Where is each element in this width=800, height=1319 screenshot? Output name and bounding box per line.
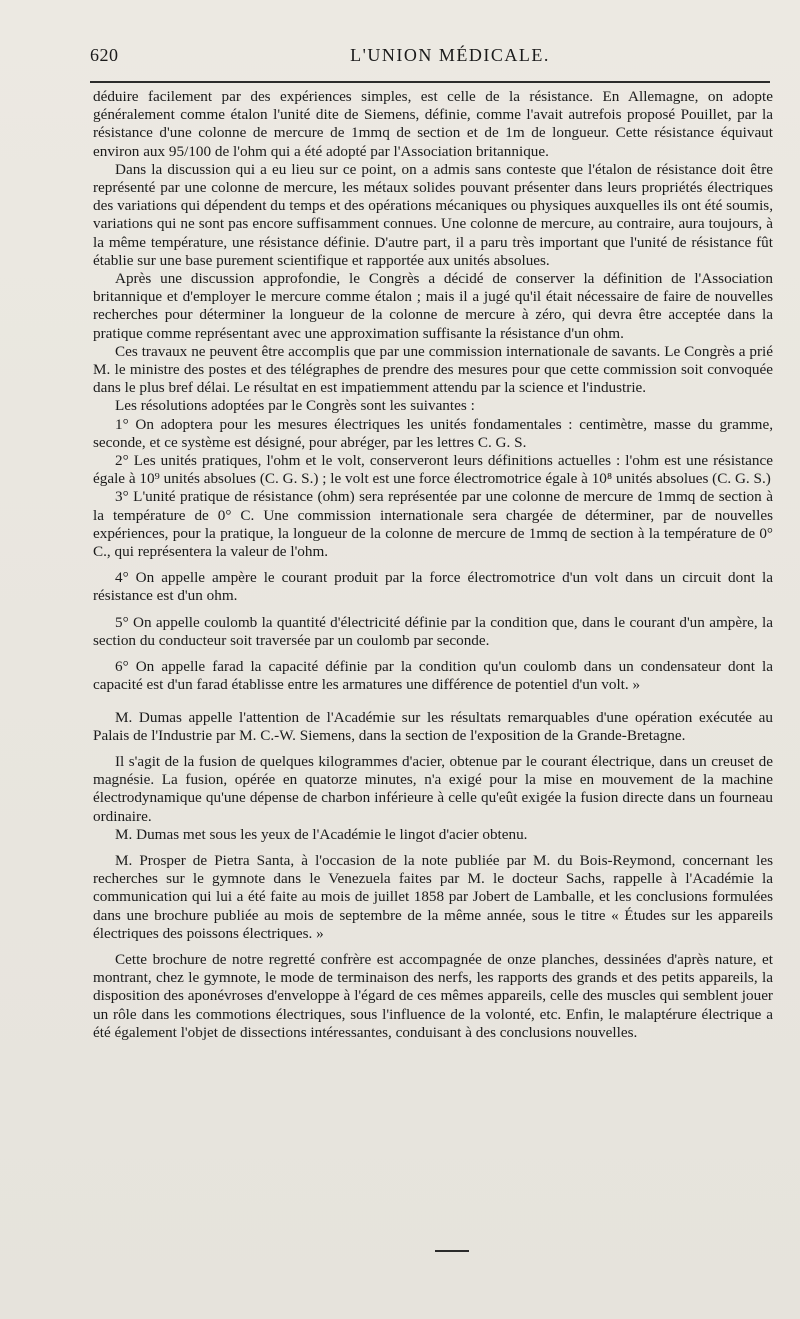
- article-body: [93, 88, 773, 1042]
- page-header: [90, 45, 770, 73]
- header-rule: [90, 81, 770, 83]
- resolution-2: 2° Les unités pratiques, l'ohm et le volt, conserveront leurs définitions actuelles : l'ohm est une résistance égale à 10⁹ unités absolues (C. G. S.) ; le volt est une force électromotrice égale à 10⁸ unités absolues (C. G. S.): [93, 452, 773, 488]
- page-number: 620: [90, 45, 119, 65]
- paragraph-pietra-santa: M. Prosper de Pietra Santa, à l'occasion de la note publiée par M. du Bois-Reymond, concernant les recherches sur le gymnote dans le Venezuela faites par M. le docteur Sachs, rappelle à l'Académie la communication qui lui a été faite au mois de juillet 1858 par Jobert de Lamballe, et les conclusions formulées dans une brochure publiée au mois de septembre de la même année, sous le titre « Études sur les appareils électriques des poissons électriques. »: [93, 851, 773, 942]
- section-end-rule: [435, 1250, 469, 1252]
- paragraph-resolutions-intro: Les résolutions adoptées par le Congrès sont les suivantes :: [115, 397, 475, 415]
- paragraph-resistance-intro: déduire facilement par des expériences simples, est celle de la résistance. En Allemagne, on adopte généralement comme étalon l'unité dite de Siemens, définie, comme l'avait autrefois proposé Pouillet, par la résistance d'une colonne de mercure de 1mmq de section et de 1m de longueur. Cette résistance équivaut environ aux 95/100 de l'ohm qui a été adopté par l'Association britannique.: [93, 88, 773, 160]
- paragraph-steel-fusion: Il s'agit de la fusion de quelques kilogrammes d'acier, obtenue par le courant électrique, dans un creuset de magnésie. La fusion, opérée en quatorze minutes, n'a exigé pour la mise en mouvement de la machine électrodynamique qu'une dépense de charbon inférieure à celle qu'eût exigée la fusion directe dans un fourneau ordinaire.: [93, 752, 773, 825]
- paragraph-dumas-attention: M. Dumas appelle l'attention de l'Académie sur les résultats remarquables d'une opération exécutée au Palais de l'Industrie par M. C.-W. Siemens, dans la section de l'exposition de la Grande-Bretagne.: [93, 708, 773, 744]
- paragraph-commission: Ces travaux ne peuvent être accomplis que par une commission internationale de savants. Le Congrès a prié M. le ministre des postes et des télégraphes de prendre des mesures pour que cette commission soit convoquée dans le plus bref délai. Le résultat en est impatiemment attendu par la science et l'industrie.: [93, 342, 773, 397]
- resolution-5: 5° On appelle coulomb la quantité d'électricité définie par la condition que, dans le courant d'un ampère, la section du conducteur soit traversée par un coulomb par seconde.: [93, 613, 773, 649]
- paragraph-brochure: Cette brochure de notre regretté confrère est accompagnée de onze planches, dessinées d'après nature, et montrant, chez le gymnote, le mode de terminaison des nerfs, les rapports des grands et des petits appareils, la disposition des aponévroses d'enveloppe à l'égard de ces mêmes appareils, celle des muscles qui semblent jouer un rôle dans les commotions électriques, sous l'influence de la volonté, etc. Enfin, le malaptérure électrique a été également l'objet de dissections intéressantes, conduisant à des conclusions nouvelles.: [93, 950, 773, 1041]
- running-title: L'UNION MÉDICALE.: [350, 45, 550, 65]
- resolution-3: 3° L'unité pratique de résistance (ohm) sera représentée par une colonne de mercure de 1mmq de section à la température de 0° C. Une commission internationale sera chargée de déterminer, par de nouvelles expériences, pour la pratique, la longueur de la colonne de mercure de 1mmq de section à la température de 0° C., qui représentera la valeur de l'ohm.: [93, 488, 773, 561]
- paragraph-congress-decision: Après une discussion approfondie, le Congrès a décidé de conserver la définition de l'Association britannique et d'employer le mercure comme étalon ; mais il a jugé qu'il était nécessaire de faire de nouvelles recherches pour déterminer la longueur de la colonne de mercure à zéro, qui devra être acceptée dans la pratique comme représentant avec une approximation suffisante la résistance d'un ohm.: [93, 270, 773, 342]
- resolution-6: 6° On appelle farad la capacité définie par la condition qu'un coulomb dans un condensateur dont la capacité est d'un farad établisse entre les armatures une différence de potentiel d'un volt. »: [93, 658, 773, 694]
- paragraph-dumas-ingot: M. Dumas met sous les yeux de l'Académie le lingot d'acier obtenu.: [115, 825, 528, 843]
- paragraph-mercury-standard: Dans la discussion qui a eu lieu sur ce point, on a admis sans conteste que l'étalon de résistance doit être représenté par une colonne de mercure, les métaux solides pouvant présenter dans leurs propriétés électriques des variations qui dépendent du temps et des opérations mécaniques ou physiques auxquelles ils ont été soumis, variations qui ne sont pas encore suffisamment connues. Une colonne de mercure, au contraire, aura toujours, à la même température, une résistance définie. D'autre part, il a paru très important que l'unité de résistance fût établie sur une base purement scientifique et rapportée aux unités absolues.: [93, 160, 773, 269]
- resolution-1: 1° On adoptera pour les mesures électriques les unités fondamentales : centimètre, masse du gramme, seconde, et ce système est désigné, pour abréger, par les lettres C. G. S.: [93, 415, 773, 451]
- resolution-4: 4° On appelle ampère le courant produit par la force électromotrice d'un volt dans un circuit dont la résistance est d'un ohm.: [93, 569, 773, 605]
